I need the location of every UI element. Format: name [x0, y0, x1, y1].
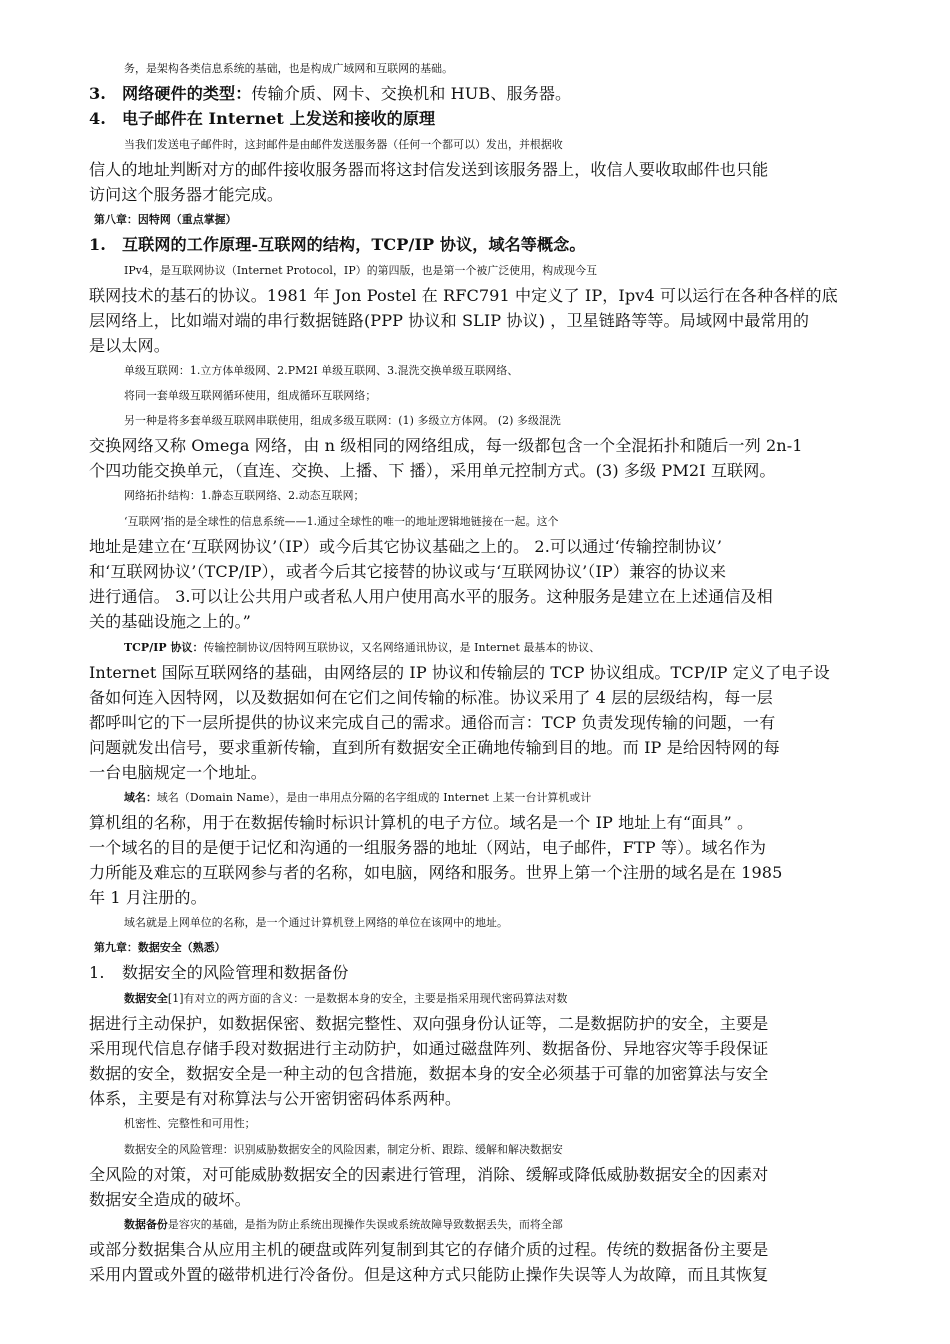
numbered-heading: 4. 电子邮件在 Internet 上发送和接收的原理 — [89, 109, 436, 128]
text-line: 联网技术的基石的协议。1981 年 Jon Postel 在 RFC791 中定义了 IP，Ipv4 可以运行在各种各样的底 — [89, 286, 838, 305]
term-tcpip: TCP/IP 协议： — [124, 641, 204, 654]
text-line: 数据安全造成的破坏。 — [89, 1190, 251, 1209]
text-line: 务，是架构各类信息系统的基础，也是构成广域网和互联网的基础。 — [124, 62, 454, 75]
text-line: ‘互联网’指的是全球性的信息系统——1.通过全球性的唯一的地址逻辑地链接在一起。这个 — [124, 515, 559, 528]
numbered-heading: 1. 互联网的工作原理-互联网的结构，TCP/IP 协议，域名等概念。 — [89, 235, 586, 254]
text-line: 将同一套单级互联网循环使用，组成循环互联网络； — [124, 389, 377, 402]
text-line: 备如何连入因特网，以及数据如何在它们之间传输的标准。协议采用了 4 层的层级结构，每一层 — [89, 688, 773, 707]
text-line: 一台电脑规定一个地址。 — [89, 763, 267, 782]
text-line: 全风险的对策，对可能威胁数据安全的因素进行管理，消除、缓解或降低威胁数据安全的因素对 — [89, 1165, 769, 1184]
text-line: 数据安全的风险管理：识别威胁数据安全的风险因素，制定分析、跟踪、缓解和解决数据安 — [124, 1143, 563, 1156]
text-line: 机密性、完整性和可用性； — [124, 1117, 256, 1130]
numbered-item: 3. 网络硬件的类型：传输介质、网卡、交换机和 HUB、服务器。 — [89, 84, 572, 103]
text-line: 网络拓扑结构：1.静态互联网络、2.动态互联网； — [124, 489, 365, 502]
text-line: 访问这个服务器才能完成。 — [89, 185, 284, 204]
text-line: 据进行主动保护，如数据保密、数据完整性、双向强身份认证等，二是数据防护的安全，主要是 — [89, 1014, 769, 1033]
text-line: 问题就发出信号，要求重新传输，直到所有数据安全正确地传输到目的地。而 IP 是给因特网的每 — [89, 738, 780, 757]
text-line: 交换网络又称 Omega 网络，由 n 级相同的网络组成，每一级都包含一个全混拓扑和随后一列 2n-1 — [89, 436, 803, 455]
chapter-heading: 第八章：因特网（重点掌握） — [94, 213, 237, 226]
text-line: 域名就是上网单位的名称，是一个通过计算机登上网络的单位在该网中的地址。 — [124, 916, 508, 929]
term-data-backup: 数据备份 — [124, 1218, 168, 1231]
text-line: 层网络上，比如端对端的串行数据链路(PPP 协议和 SLIP 协议) ，卫星链路等等。局域网中最常用的 — [89, 311, 810, 330]
text-line: 一个域名的目的是便于记忆和沟通的一组服务器的地址（网站，电子邮件，FTP 等）。域名作为 — [89, 838, 767, 857]
text-line: 或部分数据集合从应用主机的硬盘或阵列复制到其它的存储介质的过程。传统的数据备份主要是 — [89, 1240, 769, 1259]
text-line: 和‘互联网协议’（TCP/IP），或者今后其它接替的协议或与‘互联网协议’（IP）兼容的协议来 — [89, 562, 727, 581]
text-line: 数据的安全，数据安全是一种主动的包含措施，数据本身的安全必须基于可靠的加密算法与安全 — [89, 1064, 769, 1083]
text-line: 是以太网。 — [89, 336, 170, 355]
text-line: 采用内置或外置的磁带机进行冷备份。但是这种方式只能防止操作失误等人为故障，而且其恢复 — [89, 1265, 769, 1284]
text-line: 另一种是将多套单级互联网串联使用，组成多级互联网：(1) 多级立方体网。 (2) 多级混洗 — [124, 414, 561, 427]
text-line: 域名：域名（Domain Name），是由一串用点分隔的名字组成的 Internet 上某一台计算机或计 — [124, 791, 592, 804]
numbered-heading: 1. 数据安全的风险管理和数据备份 — [89, 963, 349, 982]
text-line: 数据备份是容灾的基础，是指为防止系统出现操作失误或系统故障导致数据丢失，而将全部 — [124, 1218, 563, 1231]
text-line: IPv4，是互联网协议（Internet Protocol，IP）的第四版，也是第一个被广泛使用，构成现今互 — [124, 264, 598, 277]
chapter-heading: 第九章：数据安全（熟悉） — [94, 941, 226, 954]
text-line: 采用现代信息存储手段对数据进行主动防护，如通过磁盘阵列、数据备份、异地容灾等手段保证 — [89, 1039, 769, 1058]
text-line: TCP/IP 协议：传输控制协议/因特网互联协议，又名网络通讯协议，是 Internet 最基本的协议、 — [124, 641, 601, 654]
term-domain: 域名： — [124, 791, 157, 804]
text-line: 个四功能交换单元，（直连、交换、上播、下 播），采用单元控制方式。(3) 多级 PM2I 互联网。 — [89, 461, 776, 480]
text-line: 力所能及难忘的互联网参与者的名称，如电脑，网络和服务。世界上第一个注册的域名是在 1985 — [89, 863, 783, 882]
text-line: 单级互联网：1.立方体单级网、2.PM2I 单级互联网、3.混洗交换单级互联网络、 — [124, 364, 519, 377]
text-line: 当我们发送电子邮件时，这封邮件是由邮件发送服务器（任何一个都可以）发出，并根据收 — [124, 138, 563, 151]
text-line: 地址是建立在‘互联网协议’（IP）或今后其它协议基础之上的。 2.可以通过‘传输控制协议’ — [89, 537, 723, 556]
term-data-security: 数据安全 — [124, 992, 168, 1005]
text-line: 年 1 月注册的。 — [89, 888, 207, 907]
text-line: 信人的地址判断对方的邮件接收服务器而将这封信发送到该服务器上，收信人要收取邮件也只能 — [89, 160, 769, 179]
text-line: 都呼叫它的下一层所提供的协议来完成自己的需求。通俗而言：TCP 负责发现传输的问题，一有 — [89, 713, 776, 732]
text-line: 关的基础设施之上的。” — [89, 612, 251, 631]
text-line: 体系，主要是有对称算法与公开密钥密码体系两种。 — [89, 1089, 461, 1108]
text-line: Internet 国际互联网络的基础，由网络层的 IP 协议和传输层的 TCP 协议组成。TCP/IP 定义了电子设 — [89, 663, 830, 682]
text-line: 进行通信。 3.可以让公共用户或者私人用户使用高水平的服务。这种服务是建立在上述通信及相 — [89, 587, 773, 606]
text-line: 算机组的名称，用于在数据传输时标识计算机的电子方位。域名是一个 IP 地址上有“面具” 。 — [89, 813, 754, 832]
text-line: 数据安全[1]有对立的两方面的含义：一是数据本身的安全，主要是指采用现代密码算法对数 — [124, 992, 568, 1005]
